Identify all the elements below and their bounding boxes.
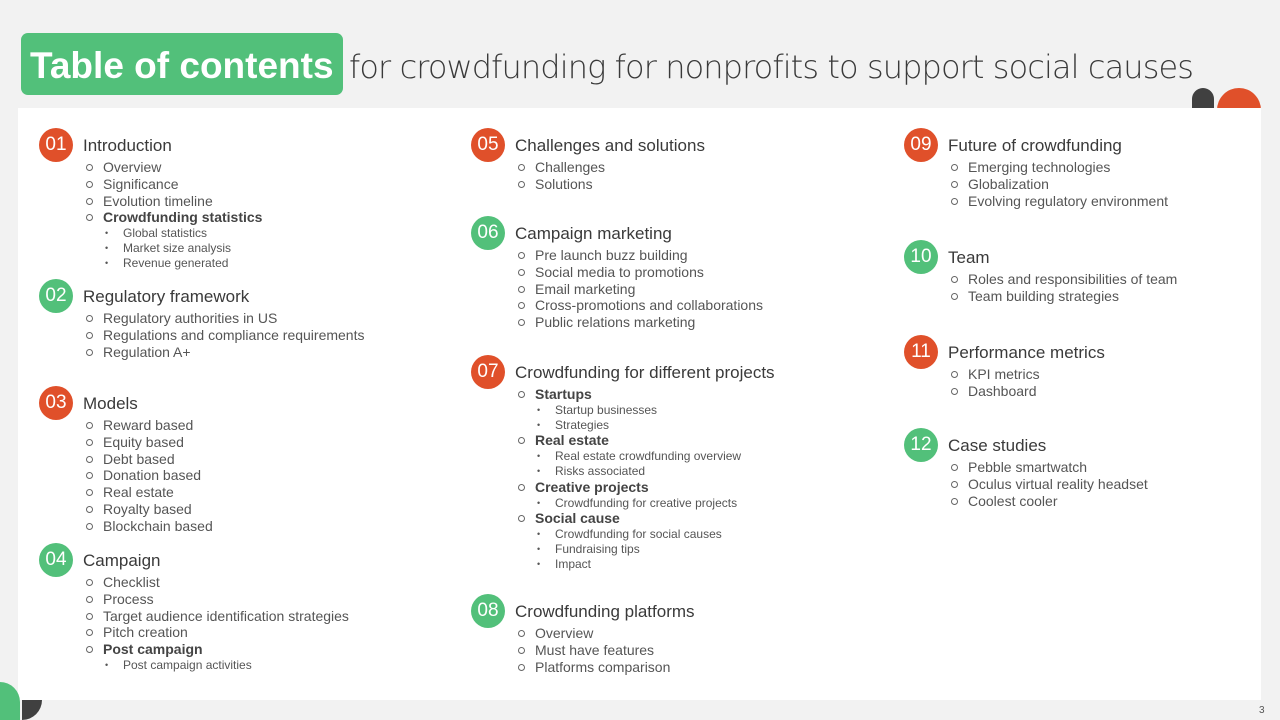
section-title: Regulatory framework [83, 287, 250, 306]
list-item: Regulations and compliance requirements [86, 327, 364, 344]
section-number-badge: 10 [904, 240, 938, 274]
section-number-badge: 03 [39, 386, 73, 420]
decorative-orange-semicircle [1217, 88, 1261, 110]
list-item: Post campaign [86, 641, 349, 658]
list-item: Dashboard [951, 383, 1040, 400]
list-item: Pre launch buzz building [518, 247, 763, 264]
list-item: Regulation A+ [86, 344, 364, 361]
list-item: Cross-promotions and collaborations [518, 297, 763, 314]
page-number: 3 [1259, 705, 1265, 716]
section-title: Crowdfunding platforms [515, 602, 695, 621]
section-title: Case studies [948, 436, 1047, 455]
section-number-badge: 01 [39, 128, 73, 162]
sub-list-item: • Crowdfunding for creative projects [537, 496, 741, 511]
decorative-green-quarter [0, 682, 20, 720]
list-item: Debt based [86, 451, 213, 468]
list-item: Equity based [86, 434, 213, 451]
section-title: Campaign marketing [515, 224, 672, 243]
sub-list-item: • Impact [537, 557, 741, 572]
section-item-list [86, 417, 213, 535]
page-subtitle: for crowdfunding for nonprofits to support social causes [349, 48, 1194, 86]
sub-list-item: • Risks associated [537, 464, 741, 479]
section-item-list [951, 459, 1148, 509]
list-item: Must have features [518, 642, 670, 659]
list-item: Roles and responsibilities of team [951, 271, 1177, 288]
section-title: Introduction [83, 136, 172, 155]
list-item: Social media to promotions [518, 264, 763, 281]
list-item: Evolution timeline [86, 193, 262, 210]
sub-list-item: • Revenue generated [105, 256, 262, 271]
section-title: Challenges and solutions [515, 136, 705, 155]
section-title: Future of crowdfunding [948, 136, 1122, 155]
section-title: Performance metrics [948, 343, 1105, 362]
list-item: Creative projects [518, 479, 741, 496]
section-title: Models [83, 394, 138, 413]
section-title: Campaign [83, 551, 161, 570]
section-number-badge: 06 [471, 216, 505, 250]
list-item: Significance [86, 176, 262, 193]
section-title: Team [948, 248, 990, 267]
sub-list-item: • Real estate crowdfunding overview [537, 449, 741, 464]
section-number-badge: 05 [471, 128, 505, 162]
list-item: Platforms comparison [518, 659, 670, 676]
section-item-list [951, 159, 1168, 209]
list-item: Blockchain based [86, 518, 213, 535]
list-item: Reward based [86, 417, 213, 434]
list-item: Real estate [518, 432, 741, 449]
sub-list-item: • Market size analysis [105, 241, 262, 256]
section-number-badge: 11 [904, 335, 938, 369]
list-item: Pebble smartwatch [951, 459, 1148, 476]
list-item: Royalty based [86, 501, 213, 518]
section-item-list [86, 574, 349, 673]
section-title: Crowdfunding for different projects [515, 363, 775, 382]
list-item: Challenges [518, 159, 605, 176]
section-number-badge: 07 [471, 355, 505, 389]
sub-list-item: • Strategies [537, 418, 741, 433]
list-item: Overview [86, 159, 262, 176]
decorative-dark-quarter [22, 700, 42, 720]
list-item: Evolving regulatory environment [951, 193, 1168, 210]
section-item-list [951, 366, 1040, 400]
section-item-list [86, 159, 262, 271]
list-item: Checklist [86, 574, 349, 591]
list-item: Oculus virtual reality headset [951, 476, 1148, 493]
section-number-badge: 08 [471, 594, 505, 628]
list-item: Overview [518, 625, 670, 642]
list-item: Coolest cooler [951, 493, 1148, 510]
list-item: Process [86, 591, 349, 608]
section-number-badge: 12 [904, 428, 938, 462]
list-item: Regulatory authorities in US [86, 310, 364, 327]
page-title: Table of contents [30, 45, 334, 86]
title-banner [21, 33, 343, 95]
sub-list-item: • Fundraising tips [537, 542, 741, 557]
list-item: Real estate [86, 484, 213, 501]
sub-list-item: • Global statistics [105, 226, 262, 241]
list-item: Emerging technologies [951, 159, 1168, 176]
list-item: Donation based [86, 467, 213, 484]
sub-list-item: • Crowdfunding for social causes [537, 527, 741, 542]
section-item-list [518, 159, 605, 193]
list-item: Social cause [518, 510, 741, 527]
section-item-list [951, 271, 1177, 305]
list-item: Startups [518, 386, 741, 403]
section-number-badge: 02 [39, 279, 73, 313]
list-item: Solutions [518, 176, 605, 193]
section-item-list [518, 386, 741, 572]
list-item: Globalization [951, 176, 1168, 193]
list-item: Public relations marketing [518, 314, 763, 331]
list-item: Target audience identification strategies [86, 608, 349, 625]
list-item: Crowdfunding statistics [86, 209, 262, 226]
list-item: Email marketing [518, 281, 763, 298]
section-item-list [518, 247, 763, 331]
list-item: Pitch creation [86, 624, 349, 641]
list-item: Team building strategies [951, 288, 1177, 305]
section-number-badge: 04 [39, 543, 73, 577]
section-item-list [86, 310, 364, 360]
list-item: KPI metrics [951, 366, 1040, 383]
section-number-badge: 09 [904, 128, 938, 162]
sub-list-item: • Startup businesses [537, 403, 741, 418]
sub-list-item: • Post campaign activities [105, 658, 349, 673]
section-item-list [518, 625, 670, 675]
